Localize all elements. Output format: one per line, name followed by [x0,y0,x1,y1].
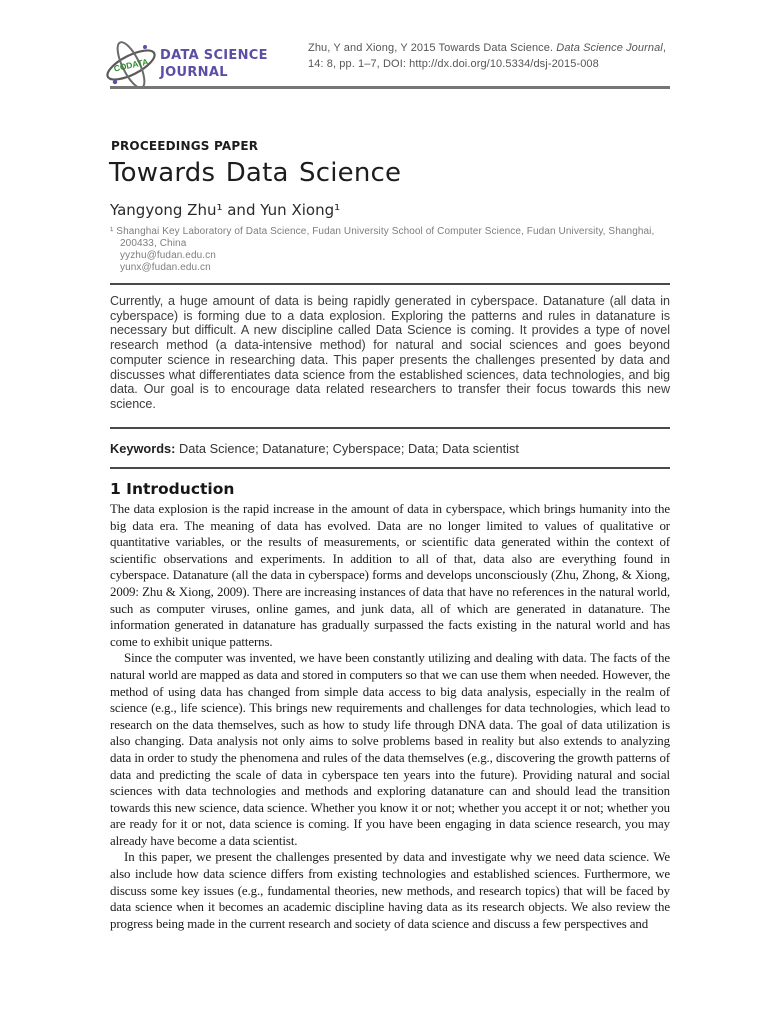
section-heading: 1 Introduction [110,480,235,498]
body-paragraph-2: Since the computer was invented, we have been constantly utilizing and dealing with data. The facts of the natural world are mapped as data and stored in computers so that we can use them when needed. However, the method of using data has changed from simple data access to big data analysis, especially in the realm of science (e.g., life science). This brings new requirements and challenges for data technologies, which lead to research on the data themselves, such as how to study life through DNA data. The goal of data utilization is also changing. Data analysis not only aims to solve problems based in reality but also extends to analyzing data in order to study the phenomena and rules of the data themselves (e.g., discovering the growth patterns of data and predicting the scale of data in cyberspace ten years into the future). Providing natural and social sciences with data technologies and methods and exploring datanature can and should lead the transition towards this new science, data science. Whether you know it or not; whether you accept it or not; whether you are ready for it or not, data science is coming. If you have been engaging in data science research, you may already have become a data scientist. [110,651,670,848]
citation [308,41,672,72]
authors-line: Yangyong Zhu¹ and Yun Xiong¹ [110,201,341,219]
citation-text: Zhu, Y and Xiong, Y 2015 Towards Data Science. [308,42,557,54]
journal-name-line1: DATA SCIENCE [160,48,268,63]
affiliation: ¹ Shanghai Key Laboratory of Data Science, Fudan University School of Computer Science, Fudan University, Shanghai, 200433, China [110,226,655,249]
introduction-section [110,480,670,932]
body-paragraph-1: The data explosion is the rapid increase in the amount of data in cyberspace, which brings humanity into the big data era. The meaning of data has evolved. Data are no longer limited to values of qualitative or quantitative variables, or the results of measurements, or scientific data generated within the context of scientific observations and experiments. In addition to all of that, data also are everything found in cyberspace. Datanature (all the data in cyberspace) forms and develops unconsciously (Zhu, Zhong, & Xiong, 2009: Zhu & Xiong, 2009). There are increasing instances of data that have no references in the natural world, such as computer viruses, online games, and junk data, all of which are generated in datanature. The information generated in datanature has gradually surpassed the facts existing in the natural world and has come to exhibit unique patterns. [110,502,670,649]
author-email-1: yyzhu@fudan.edu.cn [120,250,216,261]
author-email-2: yunx@fudan.edu.cn [120,262,211,273]
citation-journal-title: Data Science Journal [556,42,663,54]
journal-name-line2: JOURNAL [160,65,228,80]
citation-doi: , 14: 8, pp. 1–7, DOI: http://dx.doi.org/10.5334/dsj-2015-008 [308,42,667,70]
abstract-top-divider [110,283,670,285]
paper-title: Towards Data Science [109,158,402,188]
keywords-label: Keywords: [110,441,176,456]
codata-logo-text: CODATA [112,56,150,74]
header-divider [110,86,670,89]
abstract: Currently, a huge amount of data is being rapidly generated in cyberspace. Datanature (all data in cyberspace) is forming due to a data explosion. Exploring the patterns and rules in datanature is necessary but difficult. A new discipline called Data Science is coming. It provides a type of novel research method (a data-intensive method) for natural and social sciences and goes beyond computer science in researching data. This paper presents the challenges presented by data and discusses what differentiates data science from the established sciences, data technologies, and big data. Our goal is to encourage data related researchers to transfer their focus towards this new science. [110,294,670,411]
keywords-top-divider [110,427,670,429]
keywords-line [110,441,670,456]
body-paragraph-3: In this paper, we present the challenges presented by data and investigate why we need data science. We also include how data science differs from existing technologies and established sciences. Furthermore, we discuss some key issues (e.g., fundamental theories, new methods, and research topics) that will be faced by data science when it becomes an academic discipline having data as its research objects. We also review the progress being made in the current research and society of data science and discuss a few perspectives and [110,850,670,931]
keywords-list: Data Science; Datanature; Cyberspace; Data; Data scientist [175,441,519,456]
journal-wordmark [160,47,268,81]
keywords-bottom-divider [110,467,670,469]
paper-type-label: PROCEEDINGS PAPER [111,139,259,153]
affiliation-block [110,226,670,274]
